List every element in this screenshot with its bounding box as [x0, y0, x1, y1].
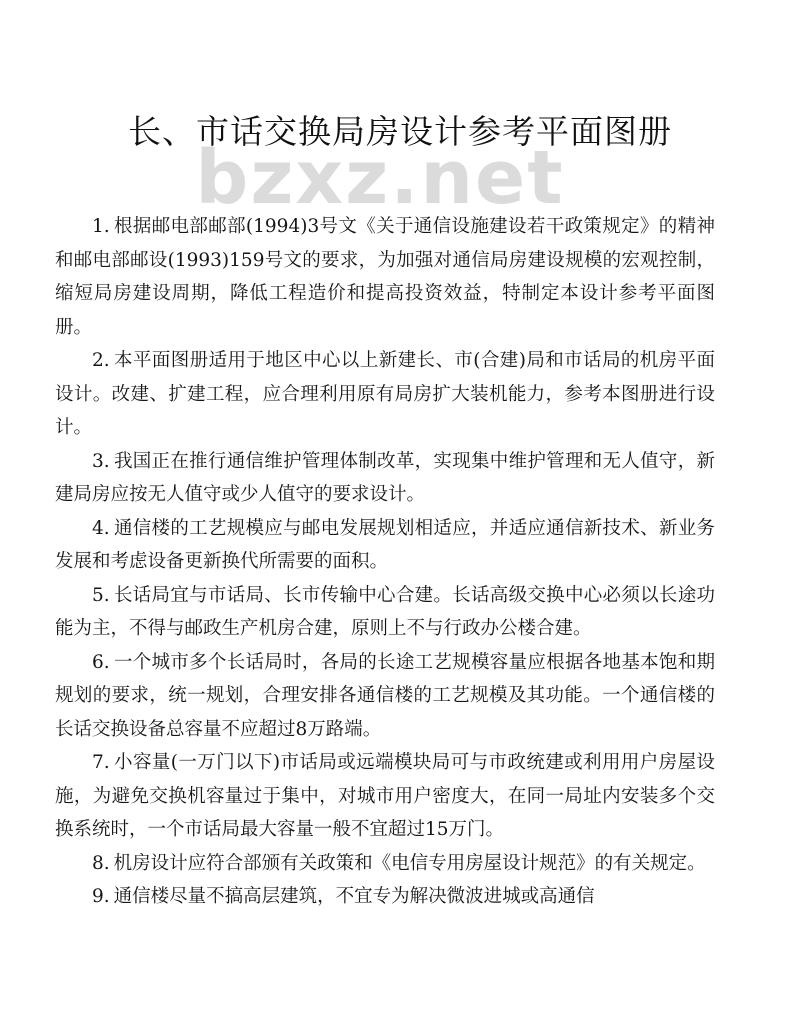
paragraph-text: 通信楼尽量不搞高层建筑，不宜专为解决微波进城或高通信 [113, 886, 595, 907]
paragraph-6 [55, 646, 715, 747]
paragraph-7 [55, 746, 715, 847]
page-title: 长、市话交换局房设计参考平面图册 [128, 112, 672, 151]
paragraph-number: 6. [92, 651, 110, 673]
paragraph-4 [55, 512, 715, 579]
paragraph-number: 2. [92, 350, 110, 371]
paragraph-number: 8. [92, 852, 110, 874]
paragraph-1 [55, 210, 715, 344]
paragraph-text: 本平面图册适用于地区中心以上新建长、市(合建)局和市话局的机房平面设计。改建、扩建工程，应合理利用原有局房扩大装机能力，参考本图册进行设计。 [55, 350, 715, 438]
paragraph-text: 小容量(一万门以下)市话局或远端模块局可与市政统建或利用用户房屋设施，为避免交换机容量过于集中，对城市用户密度大，在同一局址内安装多个交换系统时，一个市话局最大容量一般不宜超过15万门。 [55, 752, 715, 840]
paragraph-8 [55, 847, 715, 881]
watermark: bzxz.net [195, 135, 565, 221]
paragraph-text: 通信楼的工艺规模应与邮电发展规划相适应，并适应通信新技术、新业务发展和考虑设备更新换代所需要的面积。 [55, 517, 715, 572]
paragraph-5 [55, 579, 715, 646]
paragraph-number: 1. [92, 216, 110, 237]
document-body [55, 210, 715, 914]
paragraph-number: 7. [92, 752, 110, 773]
paragraph-3 [55, 445, 715, 512]
paragraph-9 [55, 880, 715, 914]
paragraph-number: 9. [92, 886, 110, 907]
paragraph-2 [55, 344, 715, 445]
paragraph-number: 5. [92, 584, 110, 606]
paragraph-number: 3. [92, 450, 110, 472]
paragraph-number: 4. [92, 517, 110, 539]
paragraph-text: 一个城市多个长话局时，各局的长途工艺规模容量应根据各地基本饱和期规划的要求，统一规划，合理安排各通信楼的工艺规模及其功能。一个通信楼的长话交换设备总容量不应超过8万路端。 [55, 651, 715, 740]
paragraph-text: 根据邮电部邮部(1994)3号文《关于通信设施建设若干政策规定》的精神和邮电部邮设(1993)159号文的要求，为加强对通信局房建设规模的宏观控制，缩短局房建设周期，降低工程造价和提高投资效益，特制定本设计参考平面图册。 [55, 216, 715, 338]
paragraph-text: 长话局宜与市话局、长市传输中心合建。长话高级交换中心必须以长途功能为主，不得与邮政生产机房合建，原则上不与行政办公楼合建。 [55, 584, 715, 639]
paragraph-text: 我国正在推行通信维护管理体制改革，实现集中维护管理和无人值守，新建局房应按无人值守或少人值守的要求设计。 [55, 450, 715, 505]
paragraph-text: 机房设计应符合部颁有关政策和《电信专用房屋设计规范》的有关规定。 [113, 852, 706, 874]
